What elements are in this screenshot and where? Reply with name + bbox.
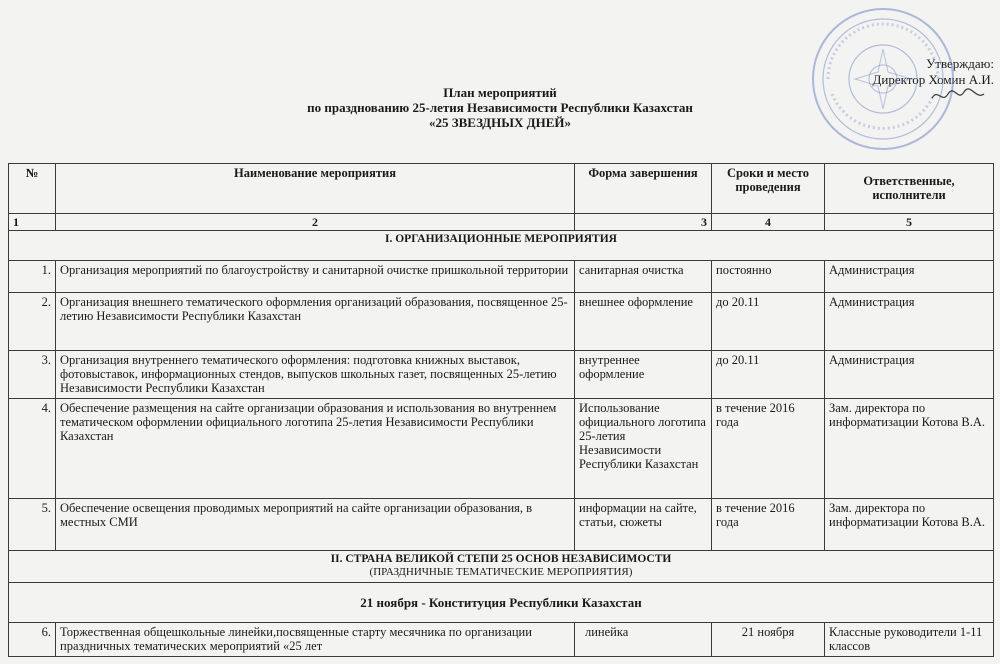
header-number: № (9, 164, 56, 214)
row-timing: в течение 2016 года (712, 499, 825, 551)
row-completion-form: Использование официального логотипа 25-летия Независимости Республики Казахстан (575, 399, 712, 499)
column-number: 1 (9, 214, 56, 231)
table-row (9, 351, 994, 399)
header-completion-form: Форма завершения (575, 164, 712, 214)
column-number: 2 (56, 214, 575, 231)
row-timing: постоянно (712, 261, 825, 293)
section-header-row (9, 231, 994, 261)
title-line-1: План мероприятий (443, 85, 557, 100)
row-number: 5. (9, 499, 56, 551)
row-timing: 21 ноября (712, 623, 825, 657)
table-row (9, 261, 994, 293)
header-event-name: Наименование мероприятия (56, 164, 575, 214)
column-number: 4 (712, 214, 825, 231)
header-timing: Сроки и место проведения (712, 164, 825, 214)
section-header-row (9, 551, 994, 583)
row-completion-form: внешнее оформление (575, 293, 712, 351)
row-event-name: Организация мероприятий по благоустройству и санитарной очистке пришкольной территории (56, 261, 575, 293)
section-2-subtitle: (ПРАЗДНИЧНЫЕ ТЕМАТИЧЕСКИЕ МЕРОПРИЯТИЯ) (369, 566, 633, 578)
row-responsible: Администрация (825, 261, 994, 293)
stamp-seal (808, 4, 958, 154)
table-row (9, 499, 994, 551)
row-responsible: Зам. директора по информатизации Котова В.А. (825, 399, 994, 499)
column-number: 5 (825, 214, 994, 231)
row-responsible: Администрация (825, 351, 994, 399)
table-row (9, 623, 994, 657)
row-timing: до 20.11 (712, 351, 825, 399)
row-event-name: Обеспечение размещения на сайте организации образования и использования во внутреннем тематическом оформлении официального логотипа 25-летия Независимости Республики Казахстан (56, 399, 575, 499)
row-responsible: Зам. директора по информатизации Котова В.А. (825, 499, 994, 551)
row-event-name: Обеспечение освещения проводимых мероприятий на сайте организации образования, в местных СМИ (56, 499, 575, 551)
title-line-2: по празднованию 25-летия Независимости Республики Казахстан (307, 100, 693, 115)
row-completion-form: информации на сайте, статьи, сюжеты (575, 499, 712, 551)
events-table (8, 163, 994, 657)
document-title (0, 85, 1000, 130)
table-row (9, 293, 994, 351)
row-number: 2. (9, 293, 56, 351)
row-completion-form: внутреннее оформление (575, 351, 712, 399)
row-event-name: Организация внешнего тематического оформления организаций образования, посвященное 25-летию Независимости Республики Казахстан (56, 293, 575, 351)
section-2-cell (9, 551, 994, 583)
header-responsible: Ответственные, исполнители (825, 164, 994, 214)
row-completion-form: линейка (575, 623, 712, 657)
section-2-title: II. СТРАНА ВЕЛИКОЙ СТЕПИ 25 ОСНОВ НЕЗАВИСИМОСТИ (330, 553, 672, 565)
day-theme-title: 21 ноября - Конституция Республики Казахстан (9, 583, 994, 623)
approval-label: Утверждаю: (926, 56, 994, 71)
approval-director: Директор Хомин А.И. (872, 72, 994, 87)
column-number-row (9, 214, 994, 231)
row-number: 1. (9, 261, 56, 293)
row-number: 6. (9, 623, 56, 657)
day-theme-row (9, 583, 994, 623)
row-timing: в течение 2016 года (712, 399, 825, 499)
row-event-name: Организация внутреннего тематического оформления: подготовка книжных выставок, фотовыставок, информационных стендов, выпусков школьных газет, посвященных 25-летию Независимости Республики Казахстан (56, 351, 575, 399)
row-number: 3. (9, 351, 56, 399)
row-number: 4. (9, 399, 56, 499)
title-line-3: «25 ЗВЕЗДНЫХ ДНЕЙ» (429, 115, 571, 130)
table-row (9, 399, 994, 499)
row-timing: до 20.11 (712, 293, 825, 351)
row-completion-form: санитарная очистка (575, 261, 712, 293)
row-responsible: Администрация (825, 293, 994, 351)
section-1-title: I. ОРГАНИЗАЦИОННЫЕ МЕРОПРИЯТИЯ (9, 231, 994, 261)
row-event-name: Торжественная общешкольные линейки,посвященные старту месячника по организации праздничных тематических мероприятий «25 лет (56, 623, 575, 657)
row-responsible: Классные руководители 1-11 классов (825, 623, 994, 657)
column-number: 3 (575, 214, 712, 231)
header-row (9, 164, 994, 214)
